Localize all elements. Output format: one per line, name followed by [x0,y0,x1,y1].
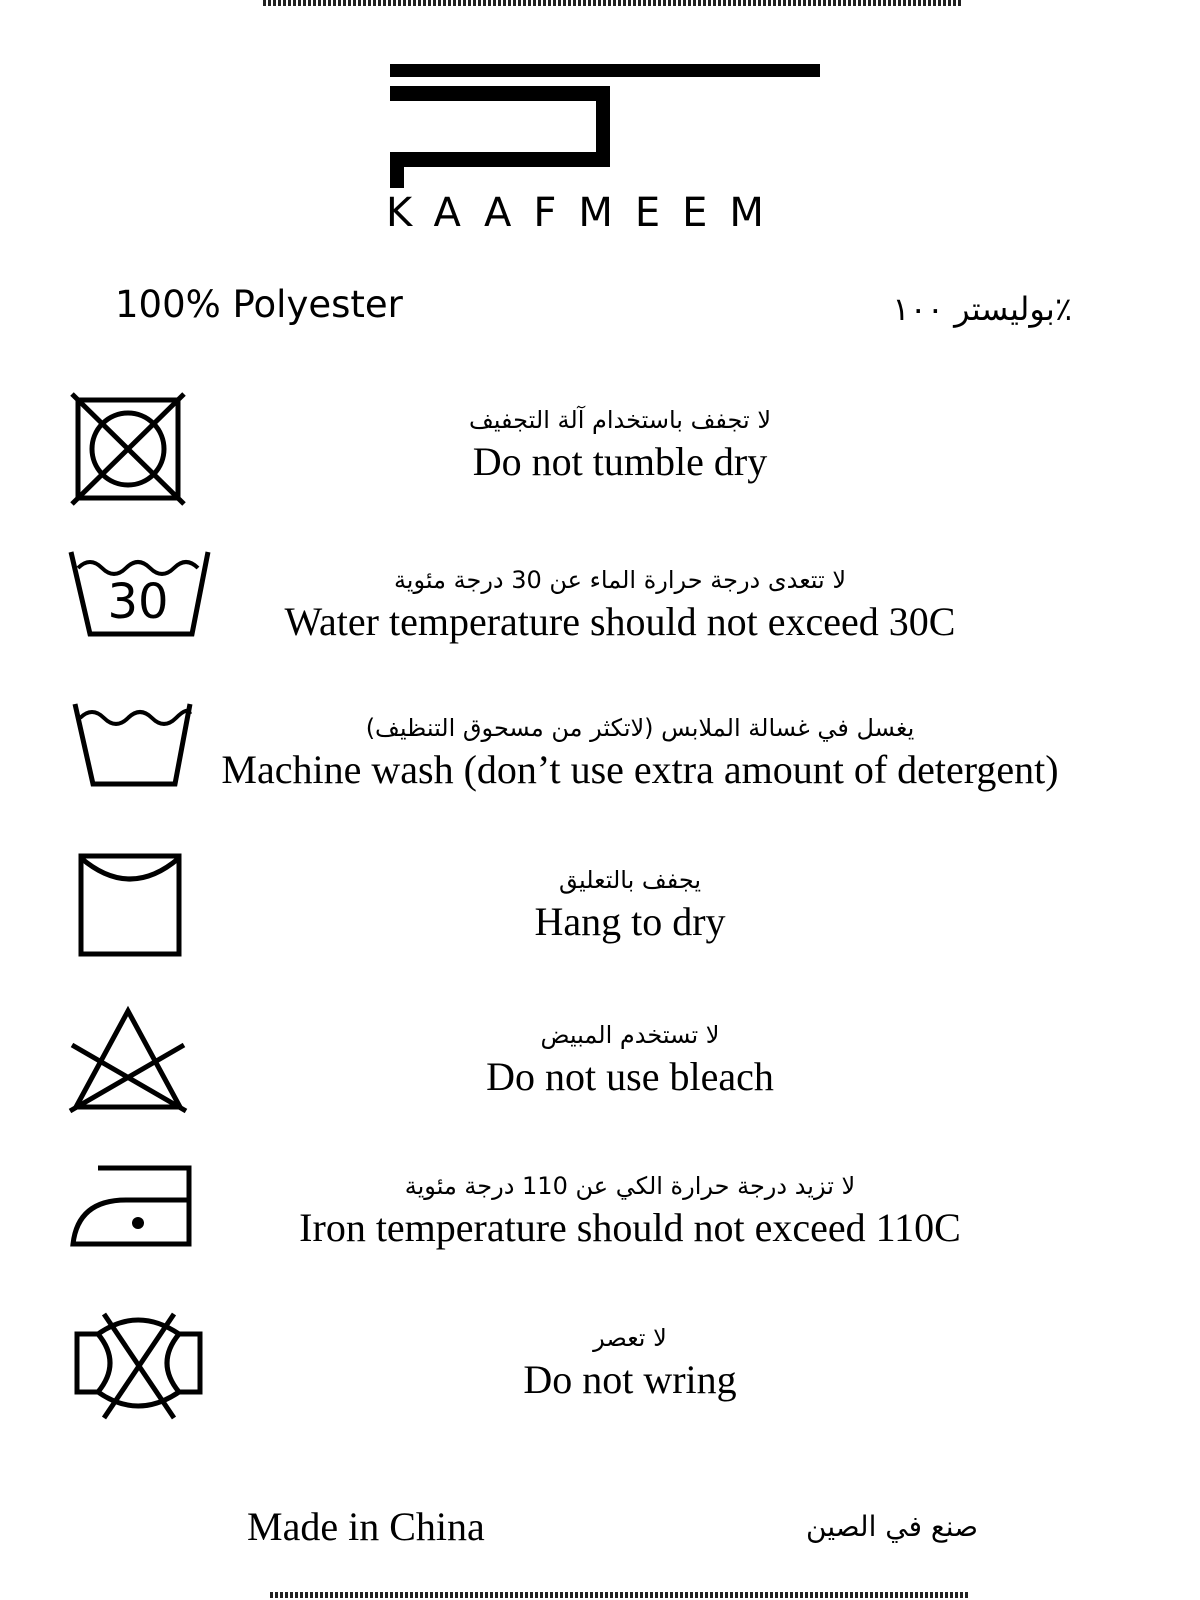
care-text-arabic: يغسل في غسالة الملابس (لاتكثر من مسحوق التنظيف) [365,714,915,742]
care-row [0,548,1200,668]
care-text-arabic: لا تزيد درجة حرارة الكي عن 110 درجة مئوية [404,1172,856,1200]
wash-temp-label: 30 [107,574,169,630]
care-row [0,1160,1200,1280]
care-row [0,1005,1200,1125]
care-text-english: Machine wash (don’t use extra amount of detergent) [221,747,1059,792]
care-row [0,700,1200,820]
care-text-arabic: لا تتعدى درجة حرارة الماء عن 30 درجة مئوية [393,566,847,594]
bottom-stitch-border [270,1592,970,1598]
care-text-arabic: لا تجفف باستخدام آلة التجفيف [468,406,772,434]
no-tumble-dry-icon [68,390,213,510]
care-row [0,850,1200,970]
origin-arabic: صنع في الصين [806,1510,979,1543]
care-text-english: Hang to dry [534,899,726,944]
iron-low-icon [68,1160,213,1280]
brand-name: KAAFMEEM [386,190,786,236]
care-row [0,390,1200,510]
no-wring-icon [68,1308,213,1428]
care-text-arabic: لا تعصر [593,1324,667,1352]
care-row [0,1308,1200,1428]
care-text-english: Do not use bleach [486,1054,774,1099]
care-text-english: Iron temperature should not exceed 110C [299,1205,961,1250]
care-text-english: Do not tumble dry [472,439,768,484]
fabric-composition-arabic: ٪بوليستر ١٠٠ [892,290,1072,328]
wash-30-icon [68,548,213,668]
care-text-english: Do not wring [523,1357,737,1402]
top-stitch-border [263,0,963,6]
care-text-arabic: لا تستخدم المبيض [540,1021,720,1049]
care-text-english: Water temperature should not exceed 30C [284,599,956,644]
care-text-arabic: يجفف بالتعليق [558,866,702,894]
machine-wash-icon [68,700,213,820]
origin-english: Made in China [247,1504,485,1549]
fabric-composition-english: 100% Polyester [115,283,403,326]
no-bleach-icon [68,1005,213,1125]
hang-dry-icon [68,850,213,970]
